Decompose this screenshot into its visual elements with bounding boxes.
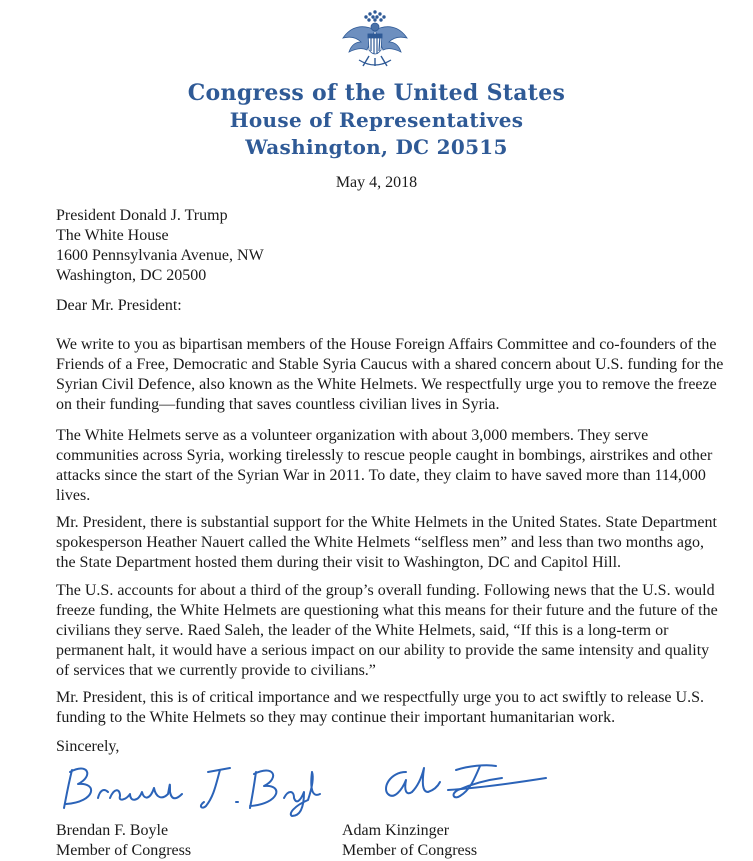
signer-name: Brendan F. Boyle [56,822,169,839]
signer-block [56,821,191,861]
body-paragraph: The White Helmets serve as a volunteer organization with about 3,000 members. They serve communities across Syria, working tirelessly to rescue people caught in bombings, airstrikes and other attacks since the start of the Syrian War in 2011. To date, they claim to have saved more than 114,000 lives. [56,427,713,504]
body-paragraph: The U.S. accounts for about a third of the group’s overall funding. Following news that the U.S. would freeze funding, the White Helmets are questioning what this means for their future and the future of the civilians they serve. Raed Saleh, the leader of the White Helmets, said, “If this is a long-term or permanent halt, it would have a serious impact on our ability to provide the same intensity and quality of services that we currently provide to civilians.” [56,582,718,679]
recipient-address [56,206,726,286]
body-paragraph: Mr. President, this is of critical importance and we respectfully urge you to act swiftly to release U.S. funding to the White Helmets so they may continue their important humanitarian work. [56,689,704,726]
recipient-line: Washington, DC 20500 [56,267,207,284]
body-paragraph: Mr. President, there is substantial support for the White Helmets in the United States. State Department spokesperson Heather Nauert called the White Helmets “selfless men” and less than two months ago, the State Department hosted them during their visit to Washington, DC and Capitol Hill. [56,514,717,571]
letterhead-congress: Congress of the United States [187,80,566,106]
signer-name: Adam Kinzinger [342,822,450,839]
signer-title: Member of Congress [56,842,192,859]
letterhead-house: House of Representatives [229,108,524,132]
recipient-line: 1600 Pennsylvania Avenue, NW [56,247,264,264]
recipient-line: The White House [56,227,169,244]
letterhead-address: Washington, DC 20515 [245,135,508,159]
great-seal-icon [333,8,417,72]
signer-block [342,821,477,861]
letter-date: May 4, 2018 [335,174,418,191]
signer-title: Member of Congress [342,842,478,859]
signature-kinzinger [378,760,553,805]
closing: Sincerely, [56,738,120,755]
signature-boyle [58,758,328,818]
body-paragraph: We write to you as bipartisan members of the House Foreign Affairs Committee and co-founders of the Friends of a Free, Democratic and Stable Syria Caucus with a shared concern about U.S. funding for the Syrian Civil Defence, also known as the White Helmets. We respectfully urge you to remove the freeze on their funding—funding that saves countless civilian lives in Syria. [56,336,724,413]
recipient-line: President Donald J. Trump [56,207,228,224]
salutation: Dear Mr. President: [56,297,182,314]
